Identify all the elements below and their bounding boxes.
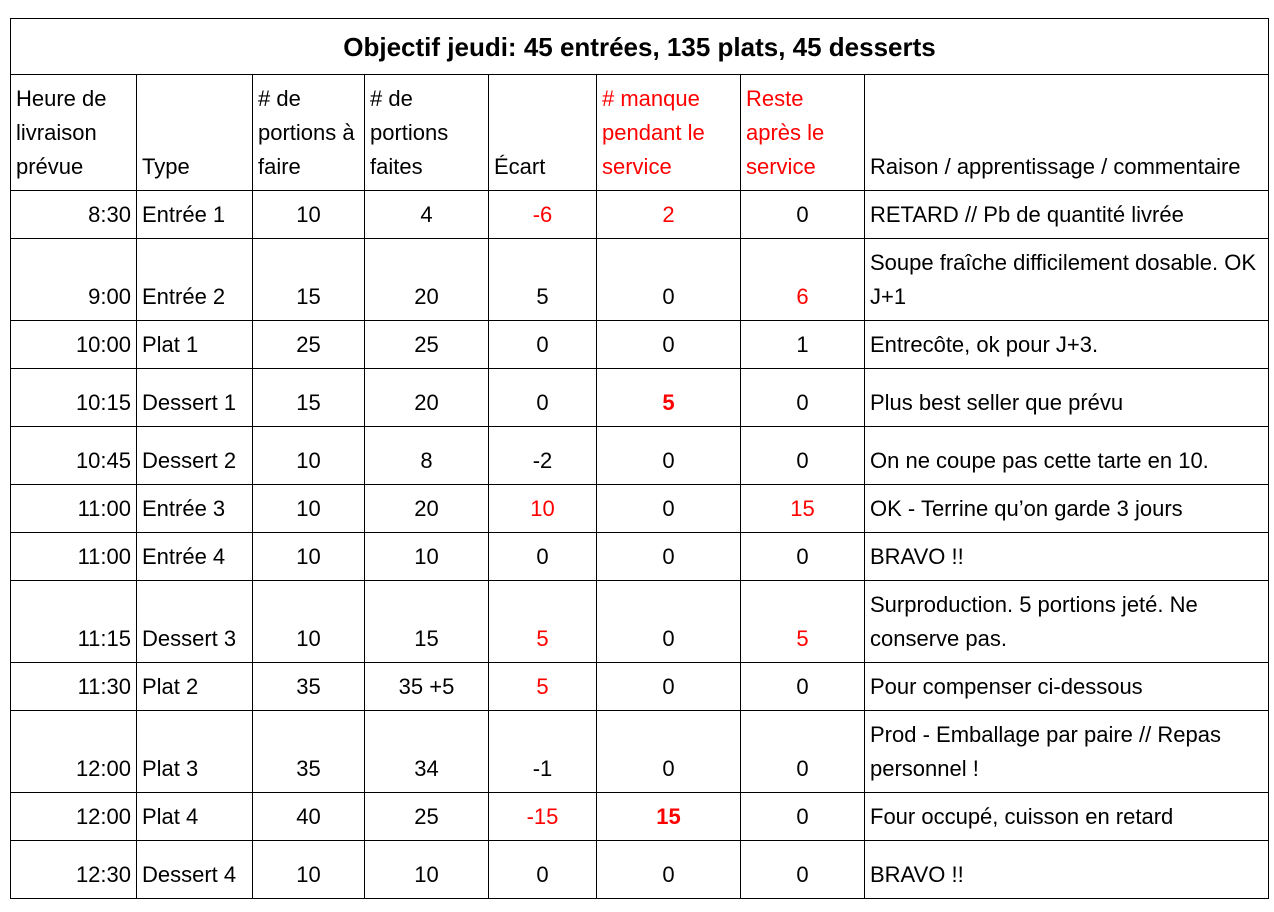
cell-a-faire: 10 — [253, 841, 365, 899]
cell-type: Plat 1 — [137, 321, 253, 369]
cell-manque: 0 — [597, 581, 741, 663]
cell-raison: OK - Terrine qu’on garde 3 jours — [865, 485, 1269, 533]
cell-reste: 0 — [741, 427, 865, 485]
table-row — [11, 191, 1269, 239]
cell-manque: 0 — [597, 427, 741, 485]
cell-raison: RETARD // Pb de quantité livrée — [865, 191, 1269, 239]
cell-faites: 15 — [365, 581, 489, 663]
cell-raison: Soupe fraîche difficilement dosable. OK J+1 — [865, 239, 1269, 321]
cell-a-faire: 10 — [253, 427, 365, 485]
cell-raison: Plus best seller que prévu — [865, 369, 1269, 427]
cell-type: Plat 2 — [137, 663, 253, 711]
cell-reste: 5 — [741, 581, 865, 663]
cell-heure: 12:00 — [11, 711, 137, 793]
cell-heure: 11:00 — [11, 533, 137, 581]
cell-raison: BRAVO !! — [865, 841, 1269, 899]
production-table — [10, 18, 1269, 899]
cell-ecart: 10 — [489, 485, 597, 533]
cell-manque: 5 — [597, 369, 741, 427]
table-row — [11, 793, 1269, 841]
cell-reste: 0 — [741, 841, 865, 899]
cell-heure: 9:00 — [11, 239, 137, 321]
table-row — [11, 663, 1269, 711]
cell-reste: 0 — [741, 369, 865, 427]
cell-reste: 1 — [741, 321, 865, 369]
cell-type: Entrée 3 — [137, 485, 253, 533]
cell-ecart: -1 — [489, 711, 597, 793]
cell-reste: 0 — [741, 711, 865, 793]
cell-manque: 0 — [597, 239, 741, 321]
cell-ecart: -15 — [489, 793, 597, 841]
cell-a-faire: 10 — [253, 533, 365, 581]
cell-a-faire: 10 — [253, 485, 365, 533]
header-faites: # de portions faites — [365, 75, 489, 191]
cell-faites: 10 — [365, 533, 489, 581]
cell-type: Dessert 3 — [137, 581, 253, 663]
cell-ecart: 0 — [489, 321, 597, 369]
cell-ecart: 0 — [489, 841, 597, 899]
cell-ecart: 5 — [489, 663, 597, 711]
cell-reste: 0 — [741, 793, 865, 841]
cell-faites: 25 — [365, 793, 489, 841]
cell-raison: Entrecôte, ok pour J+3. — [865, 321, 1269, 369]
header-raison: Raison / apprentissage / commentaire — [865, 75, 1269, 191]
table-row — [11, 369, 1269, 427]
cell-manque: 0 — [597, 841, 741, 899]
cell-ecart: 5 — [489, 581, 597, 663]
cell-type: Entrée 4 — [137, 533, 253, 581]
header-reste: Reste après le service — [741, 75, 865, 191]
cell-a-faire: 25 — [253, 321, 365, 369]
cell-raison: Four occupé, cuisson en retard — [865, 793, 1269, 841]
cell-faites: 4 — [365, 191, 489, 239]
cell-raison: Surproduction. 5 portions jeté. Ne conserve pas. — [865, 581, 1269, 663]
cell-a-faire: 15 — [253, 239, 365, 321]
cell-ecart: -6 — [489, 191, 597, 239]
table-row — [11, 841, 1269, 899]
header-type: Type — [137, 75, 253, 191]
cell-reste: 0 — [741, 663, 865, 711]
cell-raison: BRAVO !! — [865, 533, 1269, 581]
table-row — [11, 427, 1269, 485]
cell-reste: 15 — [741, 485, 865, 533]
cell-raison: Pour compenser ci-dessous — [865, 663, 1269, 711]
table-row — [11, 239, 1269, 321]
cell-reste: 0 — [741, 191, 865, 239]
table-row — [11, 485, 1269, 533]
cell-a-faire: 10 — [253, 191, 365, 239]
cell-faites: 20 — [365, 485, 489, 533]
cell-manque: 0 — [597, 663, 741, 711]
cell-ecart: 0 — [489, 369, 597, 427]
table-row — [11, 321, 1269, 369]
table-row — [11, 533, 1269, 581]
cell-a-faire: 35 — [253, 663, 365, 711]
header-a-faire: # de portions à faire — [253, 75, 365, 191]
cell-manque: 0 — [597, 485, 741, 533]
table-title: Objectif jeudi: 45 entrées, 135 plats, 45 desserts — [11, 19, 1269, 75]
cell-ecart: -2 — [489, 427, 597, 485]
cell-a-faire: 40 — [253, 793, 365, 841]
cell-heure: 11:30 — [11, 663, 137, 711]
header-manque: # manque pendant le service — [597, 75, 741, 191]
cell-faites: 20 — [365, 239, 489, 321]
cell-manque: 0 — [597, 711, 741, 793]
header-heure: Heure de livraison prévue — [11, 75, 137, 191]
cell-manque: 2 — [597, 191, 741, 239]
cell-manque: 0 — [597, 533, 741, 581]
cell-heure: 10:15 — [11, 369, 137, 427]
cell-type: Dessert 4 — [137, 841, 253, 899]
cell-faites: 8 — [365, 427, 489, 485]
cell-heure: 10:00 — [11, 321, 137, 369]
cell-faites: 35 +5 — [365, 663, 489, 711]
cell-heure: 10:45 — [11, 427, 137, 485]
table-row — [11, 711, 1269, 793]
cell-type: Entrée 1 — [137, 191, 253, 239]
cell-a-faire: 35 — [253, 711, 365, 793]
cell-manque: 0 — [597, 321, 741, 369]
cell-heure: 11:15 — [11, 581, 137, 663]
cell-raison: On ne coupe pas cette tarte en 10. — [865, 427, 1269, 485]
cell-heure: 8:30 — [11, 191, 137, 239]
cell-faites: 25 — [365, 321, 489, 369]
header-ecart: Écart — [489, 75, 597, 191]
cell-type: Dessert 2 — [137, 427, 253, 485]
cell-faites: 20 — [365, 369, 489, 427]
table-row — [11, 581, 1269, 663]
cell-faites: 10 — [365, 841, 489, 899]
cell-type: Dessert 1 — [137, 369, 253, 427]
cell-ecart: 5 — [489, 239, 597, 321]
cell-manque: 15 — [597, 793, 741, 841]
cell-raison: Prod - Emballage par paire // Repas personnel ! — [865, 711, 1269, 793]
cell-reste: 0 — [741, 533, 865, 581]
cell-a-faire: 10 — [253, 581, 365, 663]
cell-a-faire: 15 — [253, 369, 365, 427]
cell-type: Plat 3 — [137, 711, 253, 793]
cell-ecart: 0 — [489, 533, 597, 581]
cell-type: Entrée 2 — [137, 239, 253, 321]
cell-faites: 34 — [365, 711, 489, 793]
cell-heure: 12:30 — [11, 841, 137, 899]
cell-heure: 11:00 — [11, 485, 137, 533]
cell-reste: 6 — [741, 239, 865, 321]
cell-type: Plat 4 — [137, 793, 253, 841]
header-row — [11, 75, 1269, 191]
cell-heure: 12:00 — [11, 793, 137, 841]
